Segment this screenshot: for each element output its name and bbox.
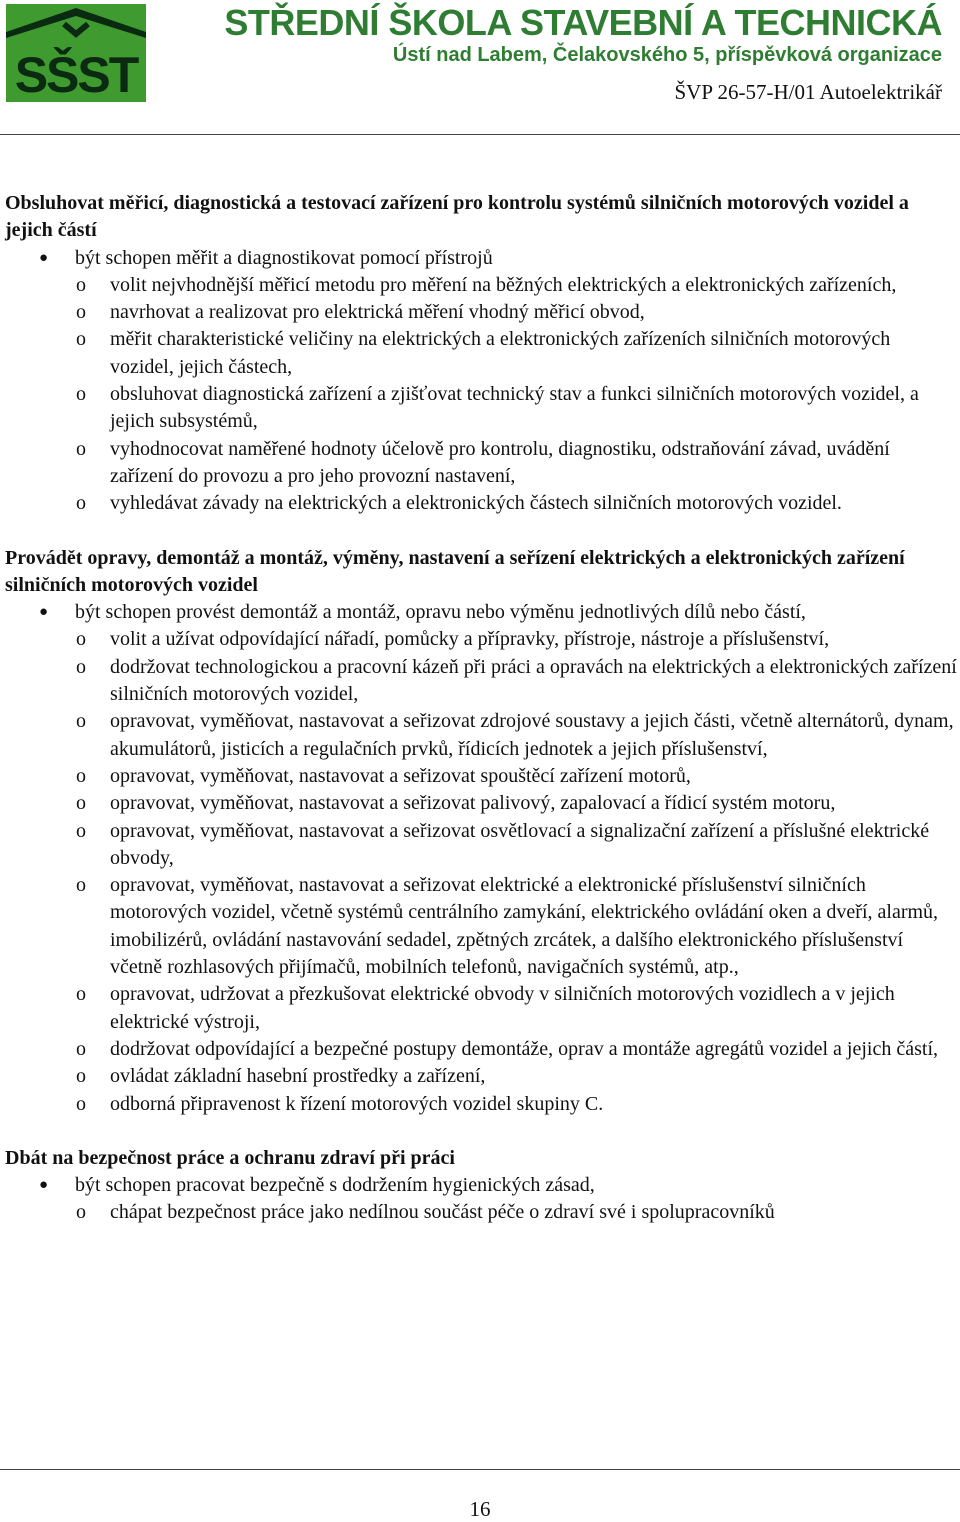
sub-item: o volit a užívat odpovídající nářadí, pomůcky a přípravky, přístroje, nástroje a příslušenství, [5, 626, 957, 653]
section-heading: Obsluhovat měřicí, diagnostická a testovací zařízení pro kontrolu systémů silničních motorových vozidel a jejich částí [5, 192, 909, 242]
section [5, 545, 957, 1118]
page-header [0, 0, 960, 136]
bullet-item: ● být schopen měřit a diagnostikovat pomocí přístrojů [5, 245, 957, 272]
sub-item: o opravovat, vyměňovat, nastavovat a seřizovat osvětlovací a signalizační zařízení a příslušné elektrické obvody, [5, 818, 957, 873]
section [5, 190, 957, 518]
sub-item: o měřit charakteristické veličiny na elektrických a elektronických zařízeních silničních motorových vozidel, jejich částech, [5, 326, 957, 381]
section [5, 1145, 957, 1227]
bullet-item: ● být schopen pracovat bezpečně s dodržením hygienických zásad, [5, 1172, 957, 1199]
section-heading: Provádět opravy, demontáž a montáž, výměny, nastavení a seřízení elektrických a elektronických zařízení silničních motorových vozidel [5, 546, 905, 596]
sub-item: o vyhledávat závady na elektrických a elektronických částech silničních motorových vozidel. [5, 490, 957, 517]
school-logo [6, 4, 146, 102]
page-number: 16 [469, 1497, 491, 1521]
sub-item: o navrhovat a realizovat pro elektrická měření vhodný měřicí obvod, [5, 299, 957, 326]
sub-item: o vyhodnocovat naměřené hodnoty účelově pro kontrolu, diagnostiku, odstraňování závad, uvádění zařízení do provozu a pro jeho provozní nastavení, [5, 436, 957, 491]
sub-item: o opravovat, vyměňovat, nastavovat a seřizovat palivový, zapalovací a řídicí systém motoru, [5, 790, 957, 817]
sub-item: o ovládat základní hasební prostředky a zařízení, [5, 1063, 957, 1090]
sub-item: o obsluhovat diagnostická zařízení a zjišťovat technický stav a funkci silničních motorových vozidel, a jejich subsystémů, [5, 381, 957, 436]
sub-item: o opravovat, vyměňovat, nastavovat a seřizovat elektrické a elektronické příslušenství silničních motorových vozidel, včetně systémů centrálního zamykání, elektrického ovládání oken a dveří, alarmů, imobilizérů, ovládání nastavování sedadel, zpětných zrcátek, a dalšího elektronického příslušenství včetně rozhlasových přijímačů, mobilních telefonů, navigačních systémů, atp., [5, 872, 957, 981]
sub-item: o opravovat, vyměňovat, nastavovat a seřizovat spouštěcí zařízení motorů, [5, 763, 957, 790]
header-divider [0, 134, 960, 135]
sub-item: o dodržovat odpovídající a bezpečné postupy demontáže, oprav a montáže agregátů vozidel a jejich částí, [5, 1036, 957, 1063]
sub-item: o chápat bezpečnost práce jako nedílnou součást péče o zdraví své i spolupracovníků [5, 1199, 957, 1226]
svg-text:SŠST: SŠST [14, 47, 138, 102]
bullet-item: ● být schopen provést demontáž a montáž, opravu nebo výměnu jednotlivých dílů nebo částí, [5, 599, 957, 626]
document-body [5, 190, 957, 1227]
sub-item: o volit nejvhodnější měřicí metodu pro měření na běžných elektrických a elektronických zařízeních, [5, 272, 957, 299]
footer-divider [0, 1469, 960, 1470]
sub-item: o opravovat, vyměňovat, nastavovat a seřizovat zdrojové soustavy a jejich části, včetně alternátorů, dynam, akumulátorů, jisticích a regulačních prvků, řídicích jednotek a jejich příslušenství, [5, 708, 957, 763]
section-heading: Dbát na bezpečnost práce a ochranu zdraví při práci [5, 1146, 455, 1169]
program-code: ŠVP 26-57-H/01 Autoelektrikář [674, 80, 942, 104]
sub-item: o dodržovat technologickou a pracovní kázeň při práci a opravách na elektrických a elektronických zařízení silničních motorových vozidel, [5, 654, 957, 709]
school-name: STŘEDNÍ ŠKOLA STAVEBNÍ A TECHNICKÁ [224, 2, 942, 43]
school-address: Ústí nad Labem, Čelakovského 5, příspěvková organizace [392, 44, 942, 66]
sub-item: o opravovat, udržovat a přezkušovat elektrické obvody v silničních motorových vozidlech a v jejich elektrické výstroji, [5, 981, 957, 1036]
sub-item: o odborná připravenost k řízení motorových vozidel skupiny C. [5, 1091, 957, 1118]
